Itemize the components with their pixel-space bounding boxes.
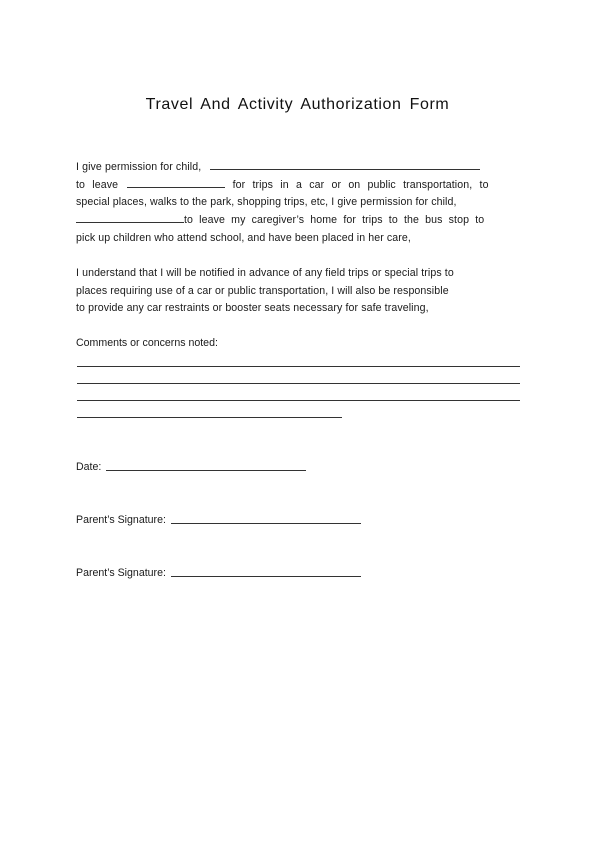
comment-line-2[interactable]	[77, 383, 520, 384]
form-title: Travel And Activity Authorization Form	[145, 96, 450, 113]
permission-line-4	[76, 212, 520, 230]
date-row	[76, 461, 306, 473]
comment-line-4[interactable]	[77, 417, 342, 418]
comment-line-3[interactable]	[77, 400, 520, 401]
signature-label-2: Parent’s Signature:	[76, 567, 166, 579]
leave-time-blank[interactable]	[127, 177, 225, 188]
comments-label: Comments or concerns noted:	[76, 337, 218, 349]
permission-line-5: pick up children who attend school, and have been placed in her care,	[76, 231, 411, 244]
child-name-blank[interactable]	[210, 159, 480, 170]
comment-line-1[interactable]	[77, 366, 520, 367]
permission-line-1	[76, 159, 520, 177]
understanding-paragraph	[76, 265, 520, 318]
permission-line-3: special places, walks to the park, shopping trips, etc, I give permission for child,	[76, 196, 457, 209]
understanding-line-2: places requiring use of a car or public transportation, I will also be responsible	[76, 284, 449, 297]
date-blank[interactable]	[106, 470, 306, 471]
trips-text: for trips in a car or on public transportation, to	[232, 178, 489, 191]
understanding-line-3: to provide any car restraints or booster seats necessary for safe traveling,	[76, 302, 429, 315]
signature-blank-2[interactable]	[171, 576, 361, 577]
understanding-line-1: I understand that I will be notified in advance of any field trips or special trips to	[76, 267, 454, 279]
permission-paragraph	[76, 159, 520, 248]
signature-label-1: Parent’s Signature:	[76, 514, 166, 526]
date-label: Date:	[76, 461, 102, 473]
to-leave-text: to leave	[76, 178, 119, 191]
caregiver-text: to leave my caregiver’s home for trips to the bus stop to	[184, 214, 485, 227]
child-name-blank-2[interactable]	[76, 212, 184, 223]
permission-prefix: I give permission for child,	[76, 161, 202, 173]
signature-blank-1[interactable]	[171, 523, 361, 524]
signature-row-2	[76, 567, 361, 579]
signature-row-1	[76, 514, 361, 526]
permission-line-2	[76, 177, 520, 195]
